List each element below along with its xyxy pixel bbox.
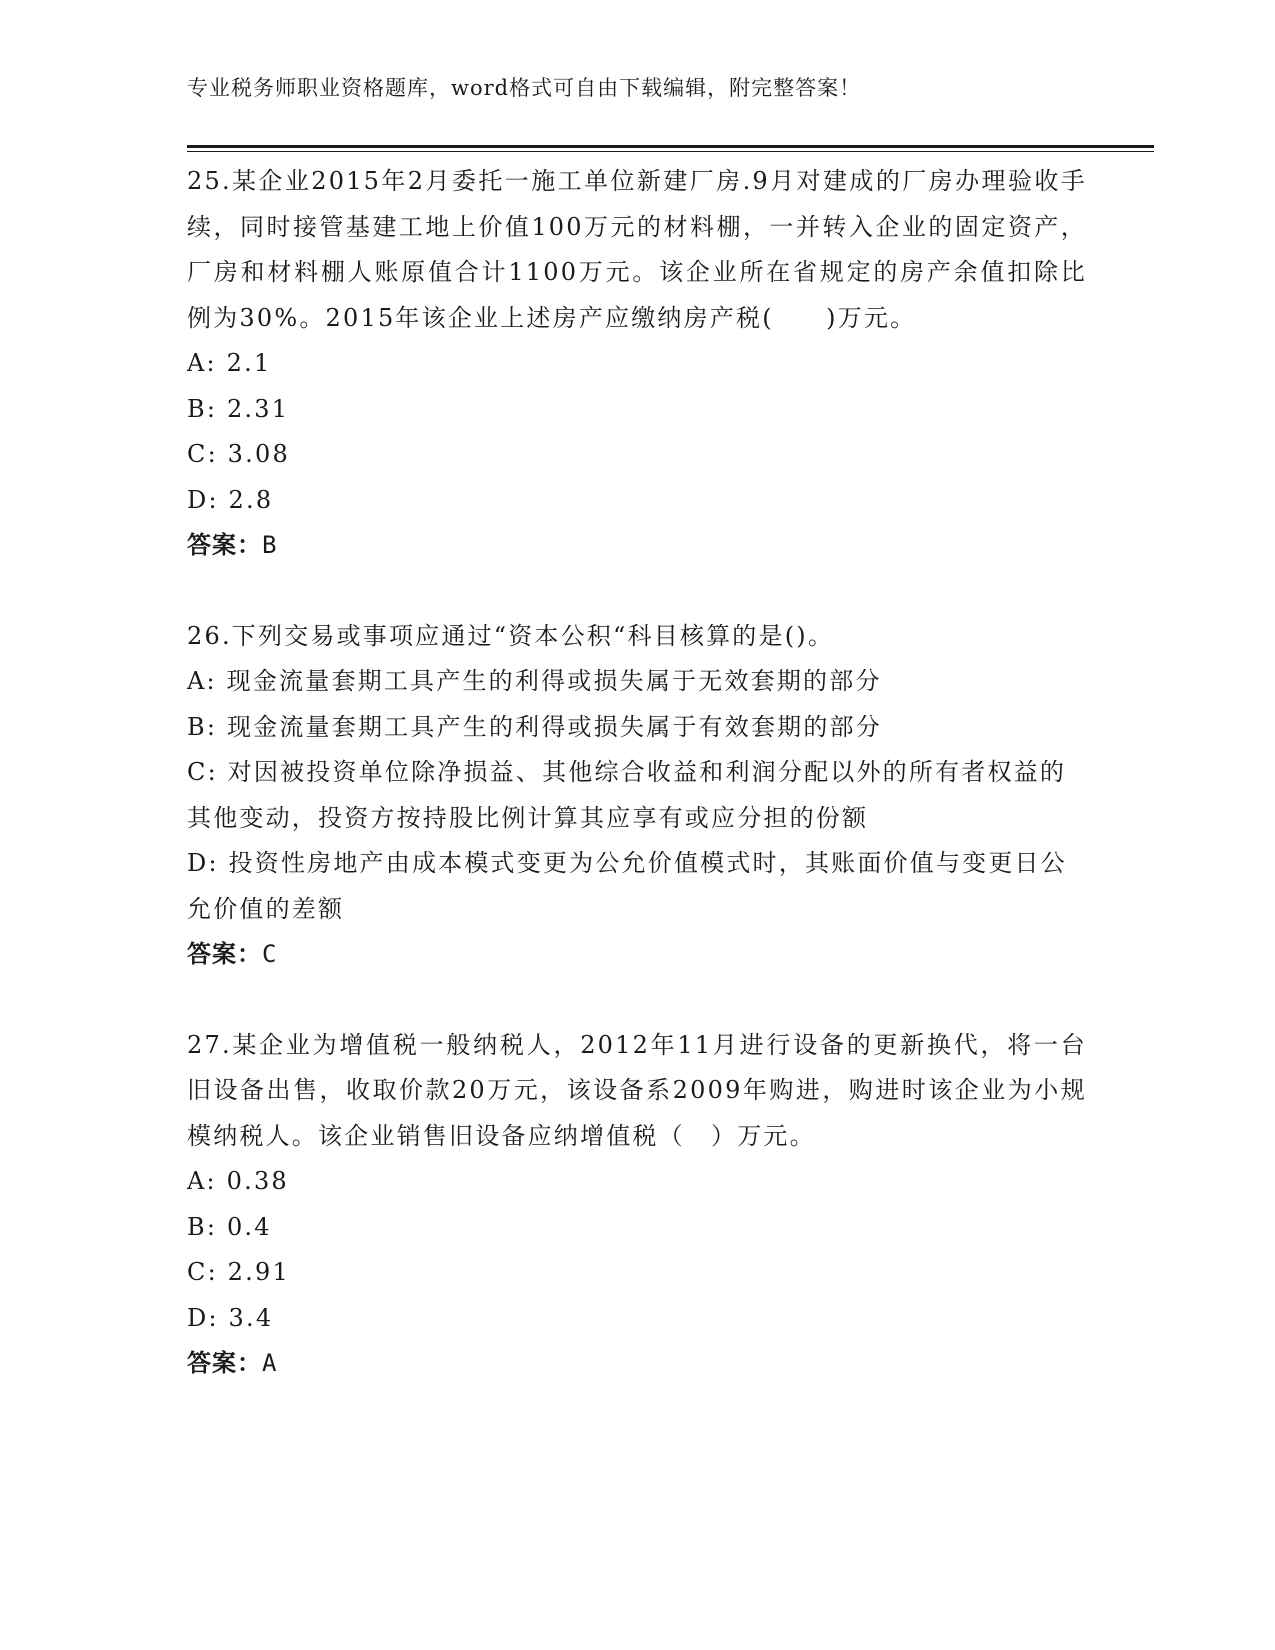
option-d: D: 2.8 bbox=[187, 485, 274, 514]
header-rule-thick bbox=[187, 145, 1154, 148]
answer-label: 答案： bbox=[187, 531, 262, 559]
option-d: D: 投资性房地产由成本模式变更为公允价值模式时，其账面价值与变更日公允价值的差额 bbox=[187, 849, 1067, 923]
option-a: A: 现金流量套期工具产生的利得或损失属于无效套期的部分 bbox=[187, 667, 882, 695]
option-c: C: 3.08 bbox=[187, 440, 290, 468]
option-d: D: 3.4 bbox=[187, 1303, 274, 1332]
answer-line bbox=[187, 932, 1087, 978]
answer-value: B bbox=[262, 531, 278, 559]
option-b: B: 2.31 bbox=[187, 394, 290, 423]
question-25 bbox=[187, 159, 1087, 569]
question-stem: 26.下列交易或事项应通过“资本公积“科目核算的是()。 bbox=[187, 621, 835, 650]
answer-value: C bbox=[262, 940, 278, 968]
answer-label: 答案： bbox=[187, 940, 262, 968]
option-a: A: 2.1 bbox=[187, 349, 272, 377]
option-a: A: 0.38 bbox=[187, 1167, 289, 1195]
option-c: C: 2.91 bbox=[187, 1258, 290, 1286]
header-rule-thin bbox=[187, 151, 1154, 152]
answer-line bbox=[187, 523, 1087, 569]
question-26 bbox=[187, 614, 1087, 978]
option-b: B: 现金流量套期工具产生的利得或损失属于有效套期的部分 bbox=[187, 712, 882, 741]
answer-label: 答案： bbox=[187, 1349, 262, 1377]
question-stem: 25.某企业2015年2月委托一施工单位新建厂房.9月对建成的厂房办理验收手续，同时接管基建工地上价值100万元的材料棚，一并转入企业的固定资产，厂房和材料棚人账原值合计1100万元。该企业所在省规定的房产余值扣除比例为30%。2015年该企业上述房产应缴纳房产税( )万元。 bbox=[187, 167, 1087, 332]
page-header-text: 专业税务师职业资格题库，word格式可自由下载编辑，附完整答案！ bbox=[187, 76, 862, 100]
question-27 bbox=[187, 1023, 1087, 1387]
option-c: C: 对因被投资单位除净损益、其他综合收益和利润分配以外的所有者权益的其他变动，投资方按持股比例计算其应享有或应分担的份额 bbox=[187, 758, 1067, 832]
question-list bbox=[187, 159, 1087, 1432]
question-stem: 27.某企业为增值税一般纳税人，2012年11月进行设备的更新换代，将一台旧设备出售，收取价款20万元，该设备系2009年购进，购进时该企业为小规模纳税人。该企业销售旧设备应纳增值税（ ）万元。 bbox=[187, 1030, 1087, 1150]
answer-line bbox=[187, 1341, 1087, 1387]
option-b: B: 0.4 bbox=[187, 1212, 272, 1241]
answer-value: A bbox=[262, 1349, 278, 1377]
